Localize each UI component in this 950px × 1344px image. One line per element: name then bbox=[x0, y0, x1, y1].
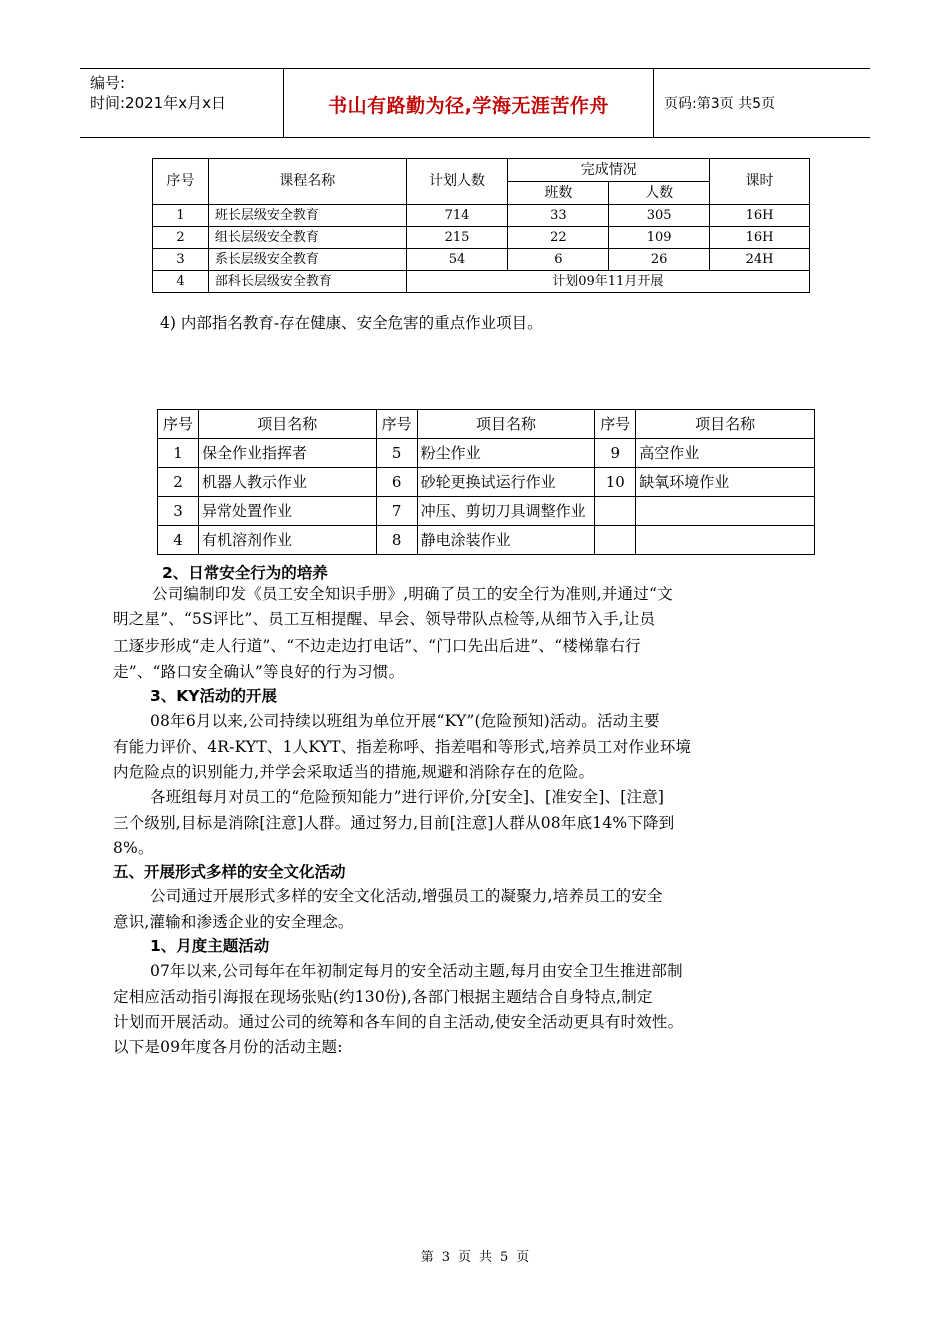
footer-total-word: 共 bbox=[479, 1250, 493, 1265]
paragraph-line: 工逐步形成“走人行道”、“不边走边打电话”、“门口先出后进”、“楼梯靠右行 bbox=[113, 637, 641, 655]
header-hours: 课时 bbox=[710, 159, 810, 205]
header-name: 项目名称 bbox=[417, 410, 595, 439]
header-divider bbox=[653, 69, 654, 137]
paragraph-line: 内危险点的识别能力,并学会采取适当的措施,规避和消除存在的危险。 bbox=[113, 763, 595, 781]
project-table bbox=[157, 409, 815, 555]
cell-people: 109 bbox=[609, 227, 710, 249]
course-table bbox=[152, 158, 810, 293]
section-5-1-title: 1、月度主题活动 bbox=[150, 937, 270, 955]
header-meta bbox=[90, 73, 226, 113]
header-completion: 完成情况 bbox=[508, 159, 710, 182]
cell-planned: 215 bbox=[406, 227, 508, 249]
cell-name: 机器人教示作业 bbox=[198, 468, 376, 497]
cell-no: 3 bbox=[158, 497, 199, 526]
cell-planned: 54 bbox=[406, 249, 508, 271]
header-no: 序号 bbox=[376, 410, 417, 439]
cell-no: 10 bbox=[595, 468, 636, 497]
cell-people: 305 bbox=[609, 205, 710, 227]
paragraph-line: 三个级别,目标是消除[注意]人群。通过努力,目前[注意]人群从08年底14%下降到 bbox=[113, 814, 675, 832]
paragraph-line: 07年以来,公司每年在年初制定每月的安全活动主题,每月由安全卫生推进部制 bbox=[150, 962, 683, 980]
cell-hours: 24H bbox=[710, 249, 810, 271]
cell-name: 异常处置作业 bbox=[198, 497, 376, 526]
header-time: 时间:2021年x月x日 bbox=[90, 94, 226, 112]
table-row bbox=[153, 271, 810, 293]
footer-page-word: 页 bbox=[457, 1250, 471, 1265]
cell-hours: 16H bbox=[710, 227, 810, 249]
cell-no: 1 bbox=[158, 439, 199, 468]
cell-classes: 6 bbox=[508, 249, 609, 271]
cell-course: 系长层级安全教育 bbox=[208, 249, 406, 271]
table-row bbox=[158, 526, 815, 555]
section-3-title: 3、KY活动的开展 bbox=[150, 687, 278, 705]
table-row bbox=[153, 249, 810, 271]
cell-classes: 33 bbox=[508, 205, 609, 227]
header-course: 课程名称 bbox=[208, 159, 406, 205]
cell-people: 26 bbox=[609, 249, 710, 271]
header-no: 序号 bbox=[595, 410, 636, 439]
table-row bbox=[158, 439, 815, 468]
footer-page-prefix: 第 bbox=[420, 1250, 434, 1265]
header-classes: 班数 bbox=[508, 182, 609, 205]
table-row bbox=[158, 497, 815, 526]
page-header bbox=[80, 68, 870, 138]
cell-planned: 714 bbox=[406, 205, 508, 227]
cell-name: 缺氧环境作业 bbox=[636, 468, 815, 497]
header-name: 项目名称 bbox=[198, 410, 376, 439]
cell-no: 4 bbox=[153, 271, 209, 293]
table-row bbox=[153, 227, 810, 249]
cell-no: 2 bbox=[153, 227, 209, 249]
header-no: 序号 bbox=[153, 159, 209, 205]
cell-course: 部科长层级安全教育 bbox=[208, 271, 406, 293]
cell-no: 9 bbox=[595, 439, 636, 468]
cell-name: 高空作业 bbox=[636, 439, 815, 468]
cell-name: 有机溶剂作业 bbox=[198, 526, 376, 555]
paragraph-line: 走”、“路口安全确认”等良好的行为习惯。 bbox=[113, 663, 405, 681]
footer-unit: 页 bbox=[516, 1250, 530, 1265]
cell-no: 8 bbox=[376, 526, 417, 555]
footer-total-num: 5 bbox=[500, 1250, 509, 1265]
cell-name: 粉尘作业 bbox=[417, 439, 595, 468]
section-2-title: 2、日常安全行为的培养 bbox=[162, 564, 328, 582]
paragraph-line: 意识,灌输和渗透企业的安全理念。 bbox=[113, 913, 354, 931]
header-no: 序号 bbox=[158, 410, 199, 439]
cell-no: 3 bbox=[153, 249, 209, 271]
cell-no: 6 bbox=[376, 468, 417, 497]
header-name: 项目名称 bbox=[636, 410, 815, 439]
cell-no bbox=[595, 497, 636, 526]
cell-plan-note: 计划09年11月开展 bbox=[406, 271, 809, 293]
paragraph-line: 有能力评价、4R-KYT、1人KYT、指差称呼、指差唱和等形式,培养员工对作业环境 bbox=[113, 738, 692, 756]
paragraph-line: 各班组每月对员工的“危险预知能力”进行评价,分[安全]、[准安全]、[注意] bbox=[150, 788, 665, 806]
header-page-number: 页码:第3页 共5页 bbox=[664, 96, 775, 112]
paragraph-line: 公司编制印发《员工安全知识手册》,明确了员工的安全行为准则,并通过“文 bbox=[152, 585, 673, 603]
cell-name: 砂轮更换试运行作业 bbox=[417, 468, 595, 497]
cell-hours: 16H bbox=[710, 205, 810, 227]
paragraph-line: 定相应活动指引海报在现场张贴(约130份),各部门根据主题结合自身特点,制定 bbox=[113, 988, 653, 1006]
table-row bbox=[158, 468, 815, 497]
cell-no: 1 bbox=[153, 205, 209, 227]
cell-name: 冲压、剪切刀具调整作业 bbox=[417, 497, 595, 526]
cell-classes: 22 bbox=[508, 227, 609, 249]
cell-no: 2 bbox=[158, 468, 199, 497]
header-motto: 书山有路勤为径,学海无涯苦作舟 bbox=[328, 95, 609, 117]
header-number: 编号: bbox=[90, 74, 126, 92]
header-people: 人数 bbox=[609, 182, 710, 205]
paragraph-line: 明之星”、“5S评比”、员工互相提醒、早会、领导带队点检等,从细节入手,让员 bbox=[113, 610, 656, 628]
paragraph-line: 计划而开展活动。通过公司的统筹和各车间的自主活动,使安全活动更具有时效性。 bbox=[113, 1013, 684, 1031]
section-5-title: 五、开展形式多样的安全文化活动 bbox=[113, 863, 346, 881]
paragraph-line: 公司通过开展形式多样的安全文化活动,增强员工的凝聚力,培养员工的安全 bbox=[150, 887, 663, 905]
section4-item: 4) 内部指名教育-存在健康、安全危害的重点作业项目。 bbox=[160, 314, 543, 332]
cell-no: 4 bbox=[158, 526, 199, 555]
cell-name: 保全作业指挥者 bbox=[198, 439, 376, 468]
cell-course: 组长层级安全教育 bbox=[208, 227, 406, 249]
cell-no: 7 bbox=[376, 497, 417, 526]
paragraph-line: 08年6月以来,公司持续以班组为单位开展“KY”(危险预知)活动。活动主要 bbox=[150, 712, 660, 730]
table-row bbox=[153, 205, 810, 227]
paragraph-line: 8%。 bbox=[113, 839, 154, 857]
cell-no: 5 bbox=[376, 439, 417, 468]
cell-name: 静电涂装作业 bbox=[417, 526, 595, 555]
header-planned: 计划人数 bbox=[406, 159, 508, 205]
cell-no bbox=[595, 526, 636, 555]
page-footer bbox=[0, 1246, 950, 1265]
footer-page-num: 3 bbox=[441, 1250, 450, 1265]
cell-course: 班长层级安全教育 bbox=[208, 205, 406, 227]
cell-name bbox=[636, 526, 815, 555]
paragraph-line: 以下是09年度各月份的活动主题: bbox=[113, 1038, 343, 1056]
cell-name bbox=[636, 497, 815, 526]
